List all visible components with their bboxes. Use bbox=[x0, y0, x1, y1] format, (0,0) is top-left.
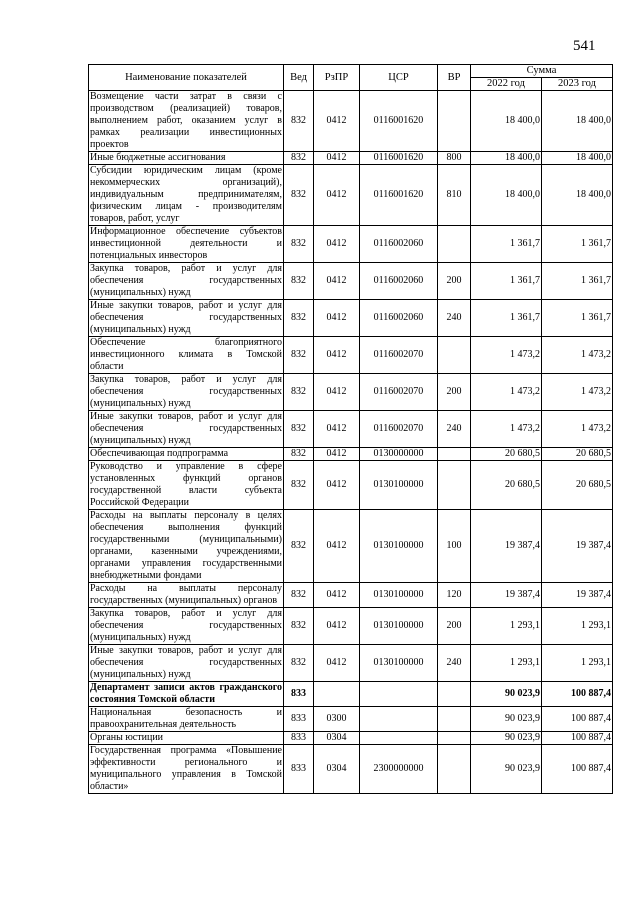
cell-ved: 833 bbox=[284, 745, 314, 794]
cell-2023: 1 361,7 bbox=[542, 226, 613, 263]
cell-2023: 100 887,4 bbox=[542, 732, 613, 745]
cell-2022: 1 293,1 bbox=[471, 608, 542, 645]
cell-2023: 1 473,2 bbox=[542, 337, 613, 374]
header-name: Наименование показателей bbox=[89, 65, 284, 91]
cell-ved: 832 bbox=[284, 263, 314, 300]
cell-name: Расходы на выплаты персоналу в целях обеспечения выполнения функций государственными (муниципальными) органами, казенными учреждениями, органами управления государственными внебюджетными фондами bbox=[90, 510, 282, 581]
cell-2022: 1 361,7 bbox=[471, 263, 542, 300]
cell-name: Обеспечивающая подпрограмма bbox=[89, 448, 284, 461]
cell-name: Органы юстиции bbox=[89, 732, 284, 745]
cell-csr: 2300000000 bbox=[360, 745, 438, 794]
cell-2022: 1 293,1 bbox=[471, 645, 542, 682]
cell-rzpr: 0412 bbox=[314, 510, 360, 583]
cell-vr bbox=[438, 682, 471, 707]
table-row bbox=[89, 583, 613, 608]
cell-name: Расходы на выплаты персоналу государственных (муниципальных) органов bbox=[90, 583, 282, 606]
cell-2023: 100 887,4 bbox=[542, 707, 613, 732]
cell-ved: 832 bbox=[284, 510, 314, 583]
cell-vr: 100 bbox=[438, 510, 471, 583]
cell-2023: 100 887,4 bbox=[542, 745, 613, 794]
cell-csr: 0130100000 bbox=[360, 461, 438, 510]
cell-ved: 833 bbox=[284, 732, 314, 745]
table-row bbox=[89, 165, 613, 226]
table-row bbox=[89, 263, 613, 300]
cell-2023: 18 400,0 bbox=[542, 152, 613, 165]
table-row bbox=[89, 152, 613, 165]
cell-vr bbox=[438, 732, 471, 745]
cell-rzpr: 0412 bbox=[314, 263, 360, 300]
cell-rzpr: 0412 bbox=[314, 374, 360, 411]
cell-name: Субсидии юридическим лицам (кроме некоммерческих организаций), индивидуальным предпринимателям, физическим лицам - производителям товаров, работ, услуг bbox=[90, 165, 282, 224]
cell-2022: 19 387,4 bbox=[471, 583, 542, 608]
cell-csr bbox=[360, 682, 438, 707]
cell-vr bbox=[438, 745, 471, 794]
cell-ved: 832 bbox=[284, 411, 314, 448]
cell-ved: 832 bbox=[284, 461, 314, 510]
cell-vr: 120 bbox=[438, 583, 471, 608]
cell-rzpr: 0304 bbox=[314, 732, 360, 745]
cell-csr: 0116002060 bbox=[360, 300, 438, 337]
cell-name: Иные закупки товаров, работ и услуг для обеспечения государственных (муниципальных) нужд bbox=[90, 300, 282, 335]
cell-2023: 20 680,5 bbox=[542, 448, 613, 461]
cell-rzpr: 0412 bbox=[314, 645, 360, 682]
cell-2022: 1 361,7 bbox=[471, 300, 542, 337]
cell-2022: 18 400,0 bbox=[471, 91, 542, 152]
cell-name: Иные закупки товаров, работ и услуг для обеспечения государственных (муниципальных) нужд bbox=[90, 645, 282, 680]
table-row bbox=[89, 608, 613, 645]
cell-ved: 832 bbox=[284, 152, 314, 165]
cell-ved: 832 bbox=[284, 448, 314, 461]
cell-csr: 0116001620 bbox=[360, 165, 438, 226]
cell-vr: 810 bbox=[438, 165, 471, 226]
header-rzpr: РзПР bbox=[314, 65, 360, 91]
cell-rzpr bbox=[314, 682, 360, 707]
cell-2022: 90 023,9 bbox=[471, 682, 542, 707]
cell-2023: 1 293,1 bbox=[542, 608, 613, 645]
header-ved: Вед bbox=[284, 65, 314, 91]
cell-csr: 0116002070 bbox=[360, 374, 438, 411]
cell-csr: 0130100000 bbox=[360, 645, 438, 682]
cell-2022: 20 680,5 bbox=[471, 448, 542, 461]
cell-csr: 0116002070 bbox=[360, 337, 438, 374]
table-body bbox=[89, 91, 613, 794]
cell-ved: 832 bbox=[284, 608, 314, 645]
cell-name: Иные закупки товаров, работ и услуг для обеспечения государственных (муниципальных) нужд bbox=[90, 411, 282, 446]
cell-ved: 832 bbox=[284, 583, 314, 608]
cell-rzpr: 0412 bbox=[314, 337, 360, 374]
cell-rzpr: 0412 bbox=[314, 448, 360, 461]
table-row bbox=[89, 461, 613, 510]
cell-vr bbox=[438, 461, 471, 510]
table-row bbox=[89, 645, 613, 682]
header-vr: ВР bbox=[438, 65, 471, 91]
cell-rzpr: 0300 bbox=[314, 707, 360, 732]
cell-2022: 19 387,4 bbox=[471, 510, 542, 583]
cell-2023: 19 387,4 bbox=[542, 510, 613, 583]
cell-name: Иные бюджетные ассигнования bbox=[89, 152, 284, 165]
table-row bbox=[89, 411, 613, 448]
table-row bbox=[89, 682, 613, 707]
cell-2022: 90 023,9 bbox=[471, 707, 542, 732]
cell-2023: 1 361,7 bbox=[542, 300, 613, 337]
cell-2022: 1 361,7 bbox=[471, 226, 542, 263]
cell-name: Обеспечение благоприятного инвестиционного климата в Томской области bbox=[90, 337, 282, 372]
header-year-2023: 2023 год bbox=[542, 78, 613, 91]
table-row bbox=[89, 707, 613, 732]
cell-ved: 832 bbox=[284, 337, 314, 374]
cell-rzpr: 0412 bbox=[314, 91, 360, 152]
cell-2023: 18 400,0 bbox=[542, 91, 613, 152]
cell-name: Закупка товаров, работ и услуг для обеспечения государственных (муниципальных) нужд bbox=[90, 374, 282, 409]
cell-vr: 200 bbox=[438, 374, 471, 411]
cell-vr: 200 bbox=[438, 263, 471, 300]
table-row bbox=[89, 226, 613, 263]
cell-vr: 240 bbox=[438, 411, 471, 448]
cell-csr: 0116001620 bbox=[360, 91, 438, 152]
cell-name: Государственная программа «Повышение эффективности регионального и муниципального управления в Томской области» bbox=[90, 745, 282, 792]
cell-ved: 833 bbox=[284, 707, 314, 732]
cell-name: Закупка товаров, работ и услуг для обеспечения государственных (муниципальных) нужд bbox=[90, 608, 282, 643]
cell-2022: 1 473,2 bbox=[471, 337, 542, 374]
cell-rzpr: 0412 bbox=[314, 411, 360, 448]
cell-csr: 0116002070 bbox=[360, 411, 438, 448]
cell-vr bbox=[438, 337, 471, 374]
cell-2022: 20 680,5 bbox=[471, 461, 542, 510]
table-row bbox=[89, 91, 613, 152]
cell-rzpr: 0412 bbox=[314, 165, 360, 226]
cell-csr bbox=[360, 732, 438, 745]
cell-name: Информационное обеспечение субъектов инвестиционной деятельности и потенциальных инвесторов bbox=[90, 226, 282, 261]
table-row bbox=[89, 337, 613, 374]
cell-rzpr: 0304 bbox=[314, 745, 360, 794]
cell-name: Департамент записи актов гражданского состояния Томской области bbox=[90, 682, 282, 705]
cell-2022: 18 400,0 bbox=[471, 165, 542, 226]
cell-2022: 18 400,0 bbox=[471, 152, 542, 165]
cell-vr: 240 bbox=[438, 645, 471, 682]
cell-vr bbox=[438, 448, 471, 461]
cell-2023: 20 680,5 bbox=[542, 461, 613, 510]
cell-rzpr: 0412 bbox=[314, 608, 360, 645]
cell-2023: 1 293,1 bbox=[542, 645, 613, 682]
cell-vr: 200 bbox=[438, 608, 471, 645]
cell-ved: 832 bbox=[284, 226, 314, 263]
cell-name: Закупка товаров, работ и услуг для обеспечения государственных (муниципальных) нужд bbox=[90, 263, 282, 298]
table-row bbox=[89, 448, 613, 461]
cell-ved: 832 bbox=[284, 374, 314, 411]
cell-csr: 0130100000 bbox=[360, 608, 438, 645]
cell-rzpr: 0412 bbox=[314, 583, 360, 608]
cell-ved: 832 bbox=[284, 300, 314, 337]
cell-rzpr: 0412 bbox=[314, 152, 360, 165]
cell-csr: 0130100000 bbox=[360, 510, 438, 583]
cell-vr bbox=[438, 226, 471, 263]
cell-2023: 18 400,0 bbox=[542, 165, 613, 226]
header-csr: ЦСР bbox=[360, 65, 438, 91]
cell-2022: 1 473,2 bbox=[471, 374, 542, 411]
cell-2023: 1 473,2 bbox=[542, 411, 613, 448]
budget-table bbox=[88, 64, 613, 794]
cell-vr bbox=[438, 91, 471, 152]
cell-2022: 90 023,9 bbox=[471, 745, 542, 794]
cell-ved: 832 bbox=[284, 91, 314, 152]
header-sum: Сумма bbox=[471, 65, 613, 78]
cell-csr: 0130100000 bbox=[360, 583, 438, 608]
table-row bbox=[89, 745, 613, 794]
cell-rzpr: 0412 bbox=[314, 226, 360, 263]
cell-vr bbox=[438, 707, 471, 732]
cell-ved: 832 bbox=[284, 165, 314, 226]
cell-rzpr: 0412 bbox=[314, 300, 360, 337]
cell-name: Руководство и управление в сфере установленных функций органов государственной власти субъекта Российской Федерации bbox=[90, 461, 282, 508]
table-row bbox=[89, 300, 613, 337]
cell-vr: 800 bbox=[438, 152, 471, 165]
table-row bbox=[89, 732, 613, 745]
cell-csr: 0116002060 bbox=[360, 226, 438, 263]
table-row bbox=[89, 374, 613, 411]
cell-2022: 90 023,9 bbox=[471, 732, 542, 745]
cell-rzpr: 0412 bbox=[314, 461, 360, 510]
cell-2023: 19 387,4 bbox=[542, 583, 613, 608]
cell-2023: 1 361,7 bbox=[542, 263, 613, 300]
header-year-2022: 2022 год bbox=[471, 78, 542, 91]
cell-2023: 1 473,2 bbox=[542, 374, 613, 411]
page-number: 541 bbox=[573, 38, 596, 54]
cell-vr: 240 bbox=[438, 300, 471, 337]
cell-csr: 0116001620 bbox=[360, 152, 438, 165]
cell-name: Возмещение части затрат в связи с производством (реализацией) товаров, выполнением работ, оказанием услуг в рамках реализации инвестиционных проектов bbox=[90, 91, 282, 150]
cell-csr: 0130000000 bbox=[360, 448, 438, 461]
table-row bbox=[89, 510, 613, 583]
cell-ved: 833 bbox=[284, 682, 314, 707]
cell-name: Национальная безопасность и правоохранительная деятельность bbox=[90, 707, 282, 730]
cell-2023: 100 887,4 bbox=[542, 682, 613, 707]
cell-2022: 1 473,2 bbox=[471, 411, 542, 448]
cell-csr bbox=[360, 707, 438, 732]
cell-csr: 0116002060 bbox=[360, 263, 438, 300]
cell-ved: 832 bbox=[284, 645, 314, 682]
